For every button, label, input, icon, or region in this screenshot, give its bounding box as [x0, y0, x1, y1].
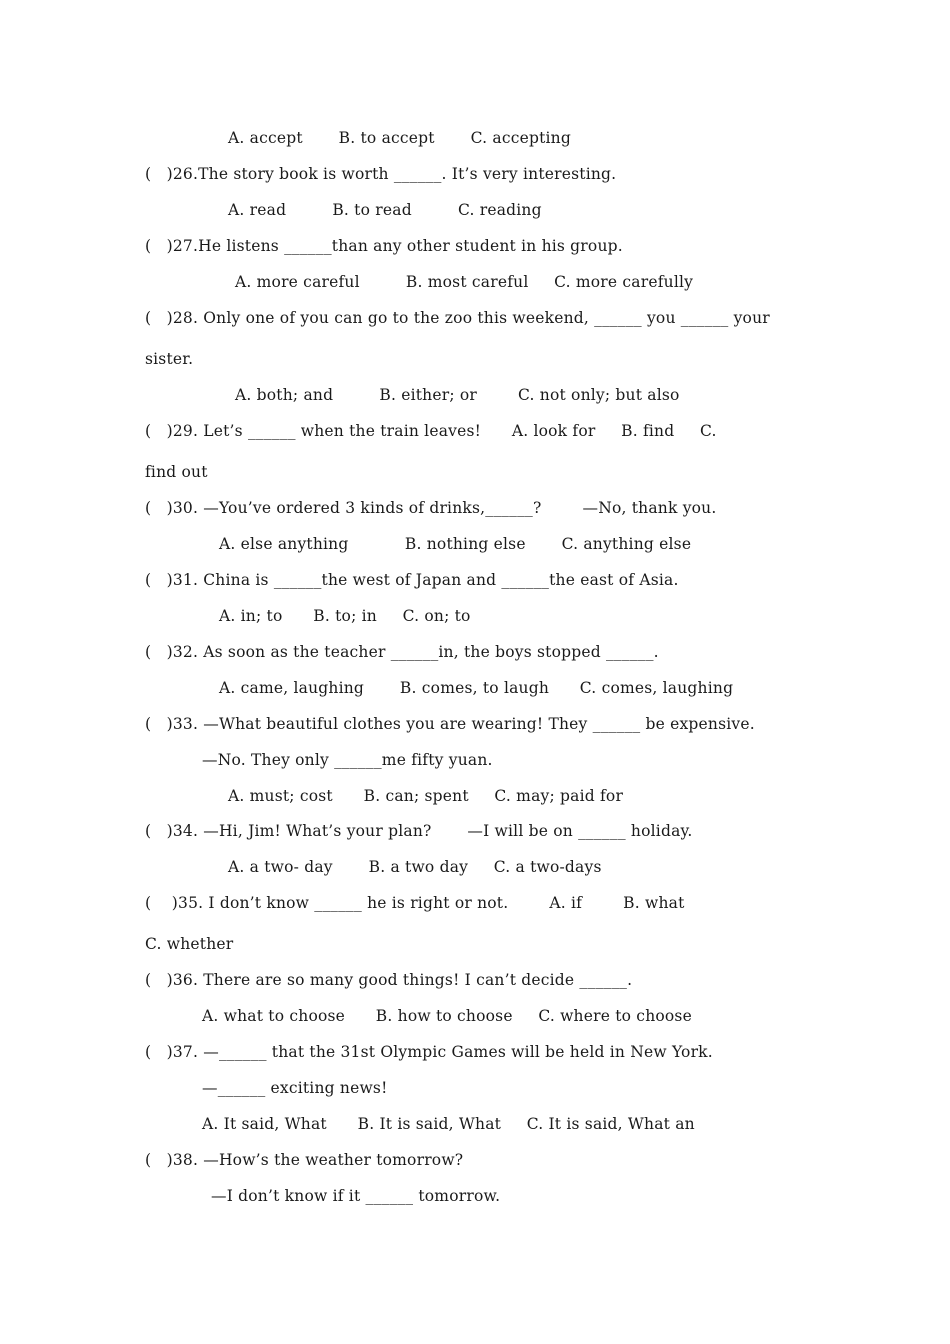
q25-options: A. accept B. to accept C. accepting [228, 129, 571, 147]
question-33: ( )33. —What beautiful clothes you are wearing! They ______ be expensive. [145, 715, 755, 733]
q33-options: A. must; cost B. can; spent C. may; paid for [228, 787, 624, 805]
question-29: ( )29. Let’s ______ when the train leaves! A. look for B. find C. [145, 422, 717, 440]
q30-options: A. else anything B. nothing else C. anything else [219, 535, 692, 553]
question-33-reply: —No. They only ______me fifty yuan. [202, 751, 493, 769]
question-36: ( )36. There are so many good things! I can’t decide ______. [145, 971, 633, 989]
q37-options: A. It said, What B. It is said, What C. It is said, What an [202, 1115, 695, 1133]
question-37: ( )37. —______ that the 31st Olympic Games will be held in New York. [145, 1043, 713, 1061]
question-32: ( )32. As soon as the teacher ______in, the boys stopped ______. [145, 643, 659, 661]
q32-options: A. came, laughing B. comes, to laugh C. comes, laughing [219, 679, 734, 697]
question-38-reply: —I don’t know if it ______ tomorrow. [211, 1187, 501, 1205]
question-34: ( )34. —Hi, Jim! What’s your plan? —I will be on ______ holiday. [145, 822, 693, 840]
q27-options: A. more careful B. most careful C. more carefully [235, 273, 694, 291]
question-35: ( )35. I don’t know ______ he is right or not. A. if B. what [145, 894, 685, 912]
question-28: ( )28. Only one of you can go to the zoo this weekend, ______ you ______ your [145, 309, 770, 327]
q28-options: A. both; and B. either; or C. not only; but also [235, 386, 680, 404]
question-26: ( )26.The story book is worth ______. It’s very interesting. [145, 165, 617, 183]
question-30: ( )30. —You’ve ordered 3 kinds of drinks,______? —No, thank you. [145, 499, 717, 517]
question-27: ( )27.He listens ______than any other student in his group. [145, 237, 623, 255]
question-35-cont: C. whether [145, 935, 234, 953]
question-37-reply: —______ exciting news! [202, 1079, 388, 1097]
question-38: ( )38. —How’s the weather tomorrow? [145, 1151, 464, 1169]
question-29-cont: find out [145, 463, 208, 481]
question-31: ( )31. China is ______the west of Japan and ______the east of Asia. [145, 571, 679, 589]
q36-options: A. what to choose B. how to choose C. where to choose [202, 1007, 692, 1025]
q31-options: A. in; to B. to; in C. on; to [219, 607, 471, 625]
q34-options: A. a two- day B. a two day C. a two-days [228, 858, 602, 876]
q26-options: A. read B. to read C. reading [228, 201, 542, 219]
question-28-cont: sister. [145, 350, 194, 368]
